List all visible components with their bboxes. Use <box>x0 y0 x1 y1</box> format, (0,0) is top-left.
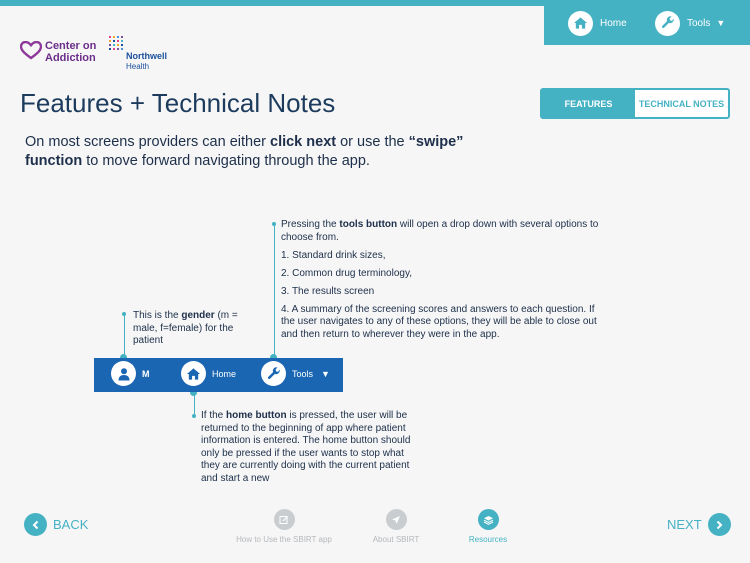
wrench-icon <box>261 361 286 386</box>
demo-tools-button <box>261 361 330 386</box>
home-icon <box>568 11 593 36</box>
tools-connector-dot <box>272 222 276 226</box>
demo-home-button <box>181 361 236 386</box>
gender-label: M <box>142 368 150 379</box>
nav-resources-label: Resources <box>468 535 508 544</box>
list-item: 4. A summary of the screening scores and answers to each question. If the user navigates to any of these options, they will be able to close out and then return to wherever they were in the app. <box>281 303 597 340</box>
partner-name: Northwell <box>126 51 168 61</box>
chevron-left-icon <box>24 513 47 536</box>
wrench-icon <box>655 11 680 36</box>
chevron-right-icon <box>708 513 731 536</box>
tools-connector-line <box>274 224 275 358</box>
next-button[interactable] <box>667 513 731 536</box>
nav-about-sbirt[interactable] <box>366 509 426 544</box>
heart-logo-icon <box>20 41 42 60</box>
tools-note: Pressing the tools button will open a drop down with several options to choose from. 1. Standard drink sizes, 2. Common drug terminology, 3. The results screen 4. A summary of the screening scores and answers to each question. If the user navigates to any of these options, they will be able to close out and then return to wherever they were in the app. <box>281 219 611 347</box>
top-nav <box>544 0 750 45</box>
logo-text: Center on Addiction <box>45 40 97 64</box>
northwell-dots-icon <box>109 36 125 58</box>
chevron-down-icon: ▼ <box>716 18 726 28</box>
edit-icon <box>274 509 295 530</box>
back-label: BACK <box>53 517 89 532</box>
navigation-arrow-icon <box>386 509 407 530</box>
chevron-down-icon: ▼ <box>321 368 330 379</box>
tab-bar <box>540 88 730 119</box>
home-note: If the home button is pressed, the user will be returned to the beginning of app where patient information is entered. The home button should only be pressed if the user wants to stop what they are currently doing with the current patient and start a new <box>201 410 411 484</box>
tools-button[interactable] <box>655 10 725 36</box>
home-button[interactable] <box>568 10 627 36</box>
nav-how-to-use-label: How to Use the SBIRT app <box>236 535 332 544</box>
page-title: Features + Technical Notes <box>20 88 336 118</box>
tools-label: Tools <box>687 17 711 29</box>
demo-home-label: Home <box>212 368 237 379</box>
tab-technical-notes[interactable]: TECHNICAL NOTES <box>638 98 725 109</box>
nav-resources[interactable] <box>462 509 514 544</box>
user-icon <box>111 361 136 386</box>
back-button[interactable] <box>24 513 88 536</box>
list-item: 3. The results screen <box>281 285 375 297</box>
demo-gender-button <box>111 361 150 386</box>
gender-connector-dot <box>122 312 126 316</box>
list-item: 2. Common drug terminology, <box>281 267 412 279</box>
partner-name-2: Health <box>126 62 150 71</box>
demo-tools-label: Tools <box>292 368 314 379</box>
home-connector-dot <box>192 414 196 418</box>
demo-header-bar <box>94 358 343 392</box>
gender-connector-line <box>124 314 125 358</box>
home-icon <box>181 361 206 386</box>
gender-note: This is the gender (m = male, f=female) for the patient <box>133 310 238 346</box>
intro-text: On most screens providers can either click next or use the “swipe” function to move forward navigating through the app. <box>25 134 464 169</box>
next-label: NEXT <box>667 517 702 532</box>
list-item: 1. Standard drink sizes, <box>281 249 386 261</box>
nav-about-sbirt-label: About SBIRT <box>372 535 420 544</box>
layers-icon <box>478 509 499 530</box>
tab-features[interactable]: FEATURES <box>542 90 635 117</box>
home-label: Home <box>600 17 627 29</box>
logo <box>20 36 180 76</box>
nav-how-to-use[interactable] <box>230 509 338 544</box>
